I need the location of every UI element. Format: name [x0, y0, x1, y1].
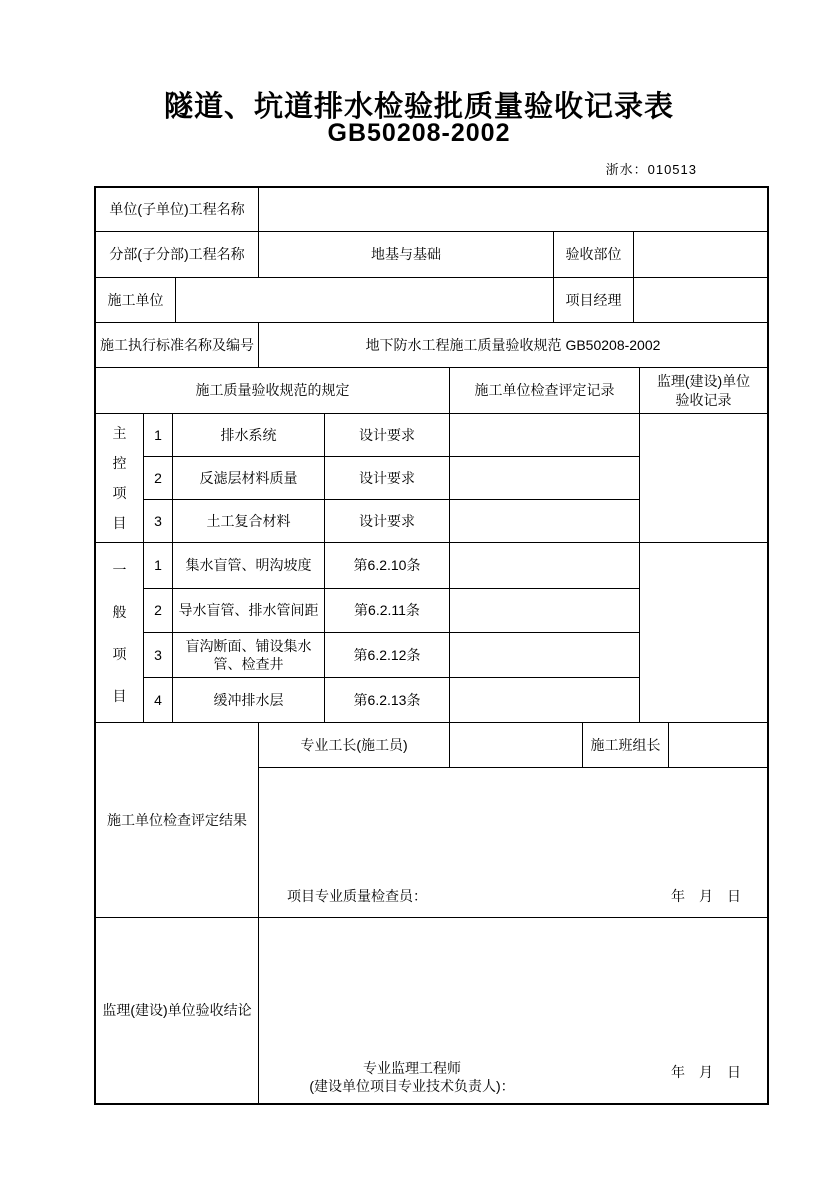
general-items-section-label-text: 一般项目 [112, 561, 127, 704]
main-item-name: 反滤层材料质量 [172, 456, 325, 500]
standard-label: 施工执行标准名称及编号 [95, 322, 259, 368]
unit-project-label: 单位(子单位)工程名称 [95, 187, 259, 232]
foreman-value [449, 722, 583, 768]
inspector-label: 项目专业质量检查员： [287, 887, 427, 904]
main-item-requirement: 设计要求 [324, 499, 450, 543]
main-items-supervision-record [639, 413, 768, 543]
evaluation-date-label: 年 月 日 [671, 887, 741, 904]
general-item-name: 导水盲管、排水管间距 [172, 588, 325, 633]
division-project-value: 地基与基础 [258, 231, 554, 278]
project-manager-value [633, 277, 768, 323]
general-item-record [449, 588, 640, 633]
general-item-name: 集水盲管、明沟坡度 [172, 542, 325, 589]
general-items-section-label [95, 542, 144, 723]
main-item-name: 排水系统 [172, 413, 325, 457]
standard-value: 地下防水工程施工质量验收规范 GB50208-2002 [258, 322, 768, 368]
engineer-label [277, 1060, 547, 1095]
engineer-label-line2: (建设单位项目专业技术负责人)： [309, 1077, 515, 1094]
construction-unit-value [175, 277, 554, 323]
acceptance-part-value [633, 231, 768, 278]
doc-code: 浙水：010513 [605, 162, 697, 177]
general-item-record [449, 632, 640, 678]
main-item-record [449, 499, 640, 543]
general-item-record [449, 677, 640, 723]
general-item-name: 盲沟断面、铺设集水管、检查井 [172, 632, 325, 678]
general-item-name: 缓冲排水层 [172, 677, 325, 723]
header-supervision-record [639, 367, 768, 414]
main-items-section-label-text: 主控项目 [112, 425, 127, 531]
main-item-record [449, 456, 640, 500]
general-items-supervision-record [639, 542, 768, 723]
main-item-record [449, 413, 640, 457]
main-item-requirement: 设计要求 [324, 413, 450, 457]
team-leader-label: 施工班组长 [582, 722, 669, 768]
main-item-name: 土工复合材料 [172, 499, 325, 543]
header-spec-provision: 施工质量验收规范的规定 [95, 367, 450, 414]
evaluation-section-label: 施工单位检查评定结果 [95, 722, 259, 918]
header-supervision-record-line1: 监理(建设)单位 [656, 373, 751, 390]
main-item-no: 1 [143, 413, 173, 457]
form-title: 隧道、坑道排水检验批质量验收记录表 [163, 91, 674, 123]
general-item-requirement: 第6.2.10条 [324, 542, 450, 589]
general-item-no: 3 [143, 632, 173, 678]
acceptance-part-label: 验收部位 [553, 231, 634, 278]
general-item-no: 4 [143, 677, 173, 723]
team-leader-value [668, 722, 768, 768]
header-supervision-record-line2: 验收记录 [675, 391, 732, 408]
unit-project-value [258, 187, 768, 232]
conclusion-date-label: 年 月 日 [671, 1063, 741, 1080]
general-item-requirement: 第6.2.11条 [324, 588, 450, 633]
construction-unit-label: 施工单位 [95, 277, 176, 323]
foreman-label: 专业工长(施工员) [258, 722, 450, 768]
main-item-requirement: 设计要求 [324, 456, 450, 500]
general-item-record [449, 542, 640, 589]
main-items-section-label [95, 413, 144, 543]
main-item-no: 3 [143, 499, 173, 543]
main-item-no: 2 [143, 456, 173, 500]
division-project-label: 分部(子分部)工程名称 [95, 231, 259, 278]
conclusion-signature-area [258, 917, 768, 1104]
general-item-requirement: 第6.2.13条 [324, 677, 450, 723]
engineer-label-line1: 专业监理工程师 [363, 1060, 461, 1076]
form-standard-number: GB50208-2002 [327, 119, 511, 147]
general-item-no: 2 [143, 588, 173, 633]
project-manager-label: 项目经理 [553, 277, 634, 323]
header-construction-check-record: 施工单位检查评定记录 [449, 367, 640, 414]
evaluation-signature-area [258, 767, 768, 918]
conclusion-section-label: 监理(建设)单位验收结论 [95, 917, 259, 1104]
general-item-no: 1 [143, 542, 173, 589]
general-item-requirement: 第6.2.12条 [324, 632, 450, 678]
